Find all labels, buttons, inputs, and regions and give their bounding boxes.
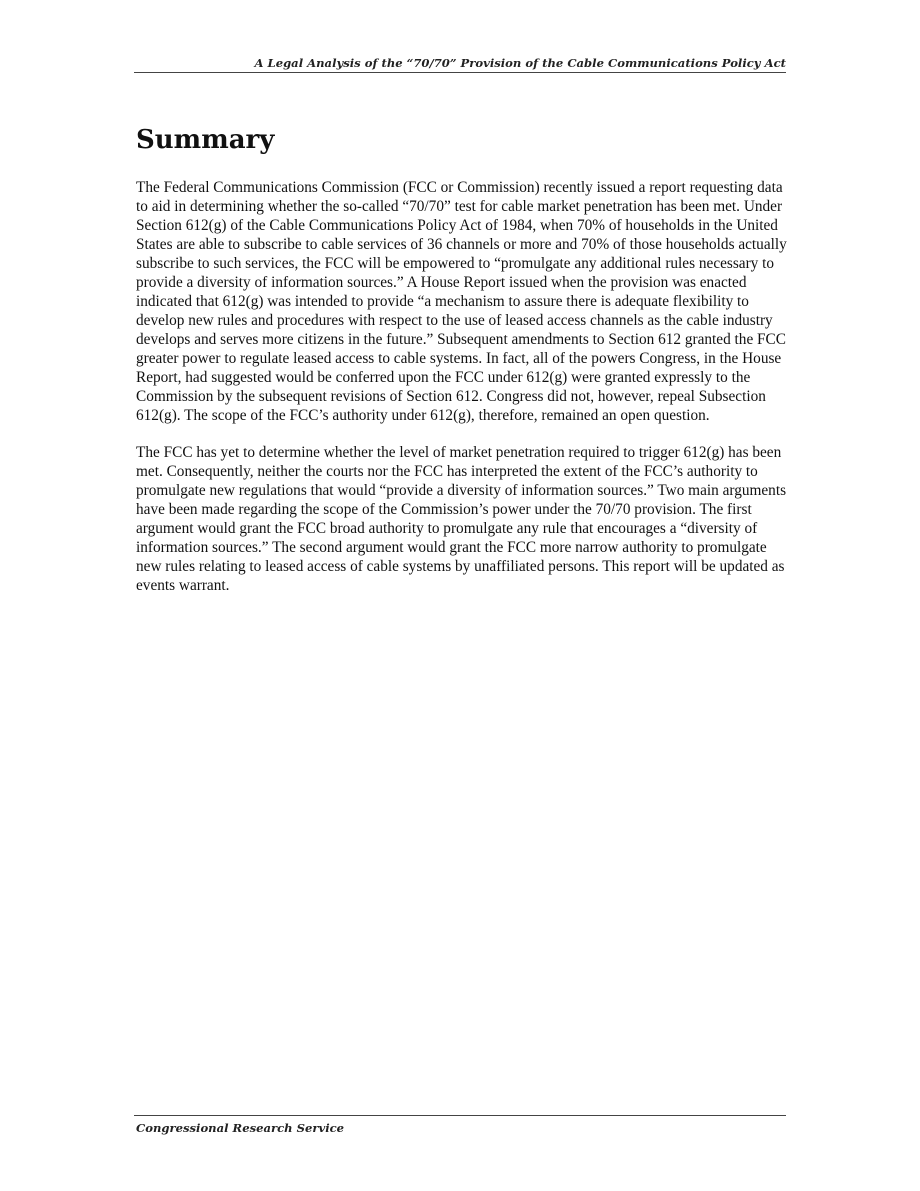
summary-paragraph-2: The FCC has yet to determine whether the level of market penetration required to trigger 612(g) has been met. Consequently, neither the courts nor the FCC has interpreted the extent of the FCC’s authority to promulgate new regulations that would “provide a diversity of information sources.” Two main arguments have been made regarding the scope of the Commission’s power under the 70/70 provision. The first argument would grant the FCC broad authority to promulgate any rule that encourages a “diversity of information sources.” The second argument would grant the FCC more narrow authority to promulgate new rules relating to leased access of cable systems by unaffiliated persons. This report will be updated as events warrant.	[136, 444, 787, 594]
header-divider	[134, 72, 786, 73]
footer-divider	[134, 1115, 786, 1116]
page-title: Summary	[136, 125, 275, 155]
running-header: A Legal Analysis of the “70/70” Provision of the Cable Communications Policy Act	[254, 56, 786, 70]
running-footer: Congressional Research Service	[136, 1121, 345, 1135]
summary-body	[136, 178, 788, 613]
summary-paragraph-1: The Federal Communications Commission (FCC or Commission) recently issued a report requesting data to aid in determining whether the so-called “70/70” test for cable market penetration has been met. Under Section 612(g) of the Cable Communications Policy Act of 1984, when 70% of households in the United States are able to subscribe to cable services of 36 channels or more and 70% of those households actually subscribe to such services, the FCC will be empowered to “promulgate any additional rules necessary to provide a diversity of information sources.” A House Report issued when the provision was enacted indicated that 612(g) was intended to provide “a mechanism to assure there is adequate flexibility to develop new rules and procedures with respect to the use of leased access channels as the cable industry develops and serves more citizens in the future.” Subsequent amendments to Section 612 granted the FCC greater power to regulate leased access to cable systems. In fact, all of the powers Congress, in the House Report, had suggested would be conferred upon the FCC under 612(g) were granted expressly to the Commission by the subsequent revisions of Section 612. Congress did not, however, repeal Subsection 612(g). The scope of the FCC’s authority under 612(g), therefore, remained an open question.	[136, 179, 787, 424]
